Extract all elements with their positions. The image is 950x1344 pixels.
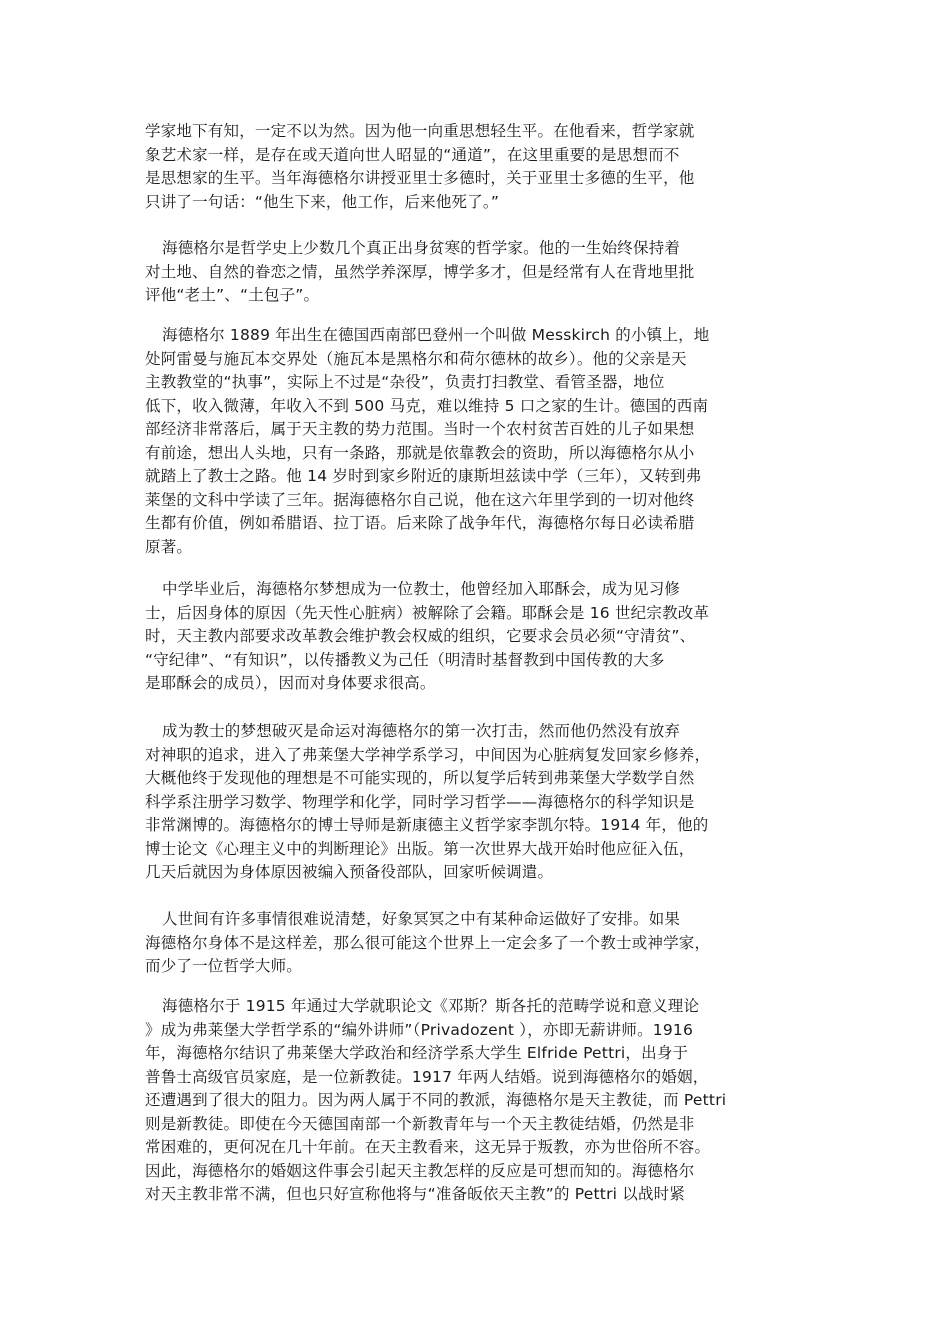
text-line: 大概他终于发现他的理想是不可能实现的，所以复学后转到弗莱堡大学数学自然	[145, 769, 695, 787]
text-line: 人世间有许多事情很难说清楚，好象冥冥之中有某种命运做好了安排。如果	[162, 910, 681, 928]
text-line: 几天后就因为身体原因被编入预备役部队，回家听候调遣。	[145, 863, 554, 881]
text-line: 莱堡的文科中学读了三年。据海德格尔自己说，他在这六年里学到的一切对他终	[145, 490, 695, 509]
text-line: 成为教士的梦想破灭是命运对海德格尔的第一次打击，然而他仍然没有放弃	[162, 722, 681, 740]
text-line: 普鲁士高级官员家庭，是一位新教徒。1917 年两人结婚。说到海德格尔的婚姻，	[145, 1067, 709, 1086]
paragraph-4	[145, 578, 825, 696]
text-line: 海德格尔身体不是这样差，那么很可能这个世界上一定会多了一个教士或神学家，	[145, 933, 711, 952]
paragraph-5	[145, 720, 825, 885]
text-line: 士，后因身体的原因（先天性心脏病）被解除了会籍。耶酥会是 16 世纪宗教改革	[145, 603, 710, 622]
text-line: 海德格尔于 1915 年通过大学就职论文《邓斯？斯各托的范畴学说和意义理论	[162, 997, 700, 1015]
paragraph-2	[145, 237, 825, 308]
text-line: 评他“老土”、“土包子”。	[145, 286, 320, 304]
text-line: 常困难的，更何况在几十年前。在天主教看来，这无异于叛教，亦为世俗所不容。	[145, 1138, 711, 1156]
text-line: 还遭遇到了很大的阻力。因为两人属于不同的教派，海德格尔是天主教徒，而 Pettri	[145, 1091, 727, 1109]
text-line: 非常渊博的。海德格尔的博士导师是新康德主义哲学家李凯尔特。1914 年，他的	[145, 816, 709, 834]
text-line: 有前途，想出人头地，只有一条路，那就是依靠教会的资助，所以海德格尔从小	[145, 443, 695, 462]
paragraph-3	[145, 324, 825, 559]
text-line: 处阿雷曼与施瓦本交界处（施瓦本是黑格尔和荷尔德林的故乡）。他的父亲是天	[145, 349, 687, 368]
paragraph-1	[145, 120, 825, 214]
text-line: 中学毕业后，海德格尔梦想成为一位教士，他曾经加入耶酥会，成为见习修	[162, 580, 681, 598]
text-line: 年，海德格尔结识了弗莱堡大学政治和经济学系大学生 Elfride Pettri，出身于	[145, 1044, 689, 1062]
text-line: 博士论文《心理主义中的判断理论》出版。第一次世界大战开始时他应征入伍，	[145, 839, 695, 858]
text-line: 原著。	[145, 537, 193, 556]
text-line: 对土地、自然的眷恋之情，虽然学养深厚，博学多才，但是经常有人在背地里批	[145, 262, 695, 281]
text-line: 科学系注册学习数学、物理学和化学，同时学习哲学——海德格尔的科学知识是	[145, 792, 695, 811]
text-line: 海德格尔是哲学史上少数几个真正出身贫寒的哲学家。他的一生始终保持着	[162, 239, 681, 257]
text-line: 海德格尔 1889 年出生在德国西南部巴登州一个叫做 Messkirch 的小镇上，地	[162, 326, 710, 344]
text-line: 是思想家的生平。当年海德格尔讲授亚里士多德时，关于亚里士多德的生平，他	[145, 169, 695, 187]
paragraph-7	[145, 995, 825, 1207]
text-line: 象艺术家一样，是存在或天道向世人昭显的“通道”，在这里重要的是思想而不	[145, 145, 680, 164]
text-line: 部经济非常落后，属于天主教的势力范围。当时一个农村贫苦百姓的儿子如果想	[145, 420, 695, 438]
text-line: 对天主教非常不满，但也只好宣称他将与“准备皈依天主教”的 Pettri 以战时紧	[145, 1185, 686, 1203]
text-line: 则是新教徒。即使在今天德国南部一个新教青年与一个天主教徒结婚，仍然是非	[145, 1114, 695, 1133]
text-line: 而少了一位哲学大师。	[145, 957, 303, 975]
text-line: 因此，海德格尔的婚姻这件事会引起天主教怎样的反应是可想而知的。海德格尔	[145, 1161, 695, 1180]
text-line: 就踏上了教士之路。他 14 岁时到家乡附近的康斯坦兹读中学（三年），又转到弗	[145, 467, 702, 485]
text-line: 生都有价值，例如希腊语、拉丁语。后来除了战争年代，海德格尔每日必读希腊	[145, 514, 695, 532]
text-line: 主教教堂的“执事”，实际上不过是“杂役”，负责打扫教堂、看管圣器，地位	[145, 373, 665, 391]
text-line: 只讲了一句话：“他生下来，他工作，后来他死了。”	[145, 192, 500, 211]
text-line: 学家地下有知，一定不以为然。因为他一向重思想轻生平。在他看来，哲学家就	[145, 122, 695, 140]
text-line: 时，天主教内部要求改革教会维护教会权威的组织，它要求会员必须“守清贫”、	[145, 627, 696, 645]
text-line: 对神职的追求，进入了弗莱堡大学神学系学习，中间因为心脏病复发回家乡修养，	[145, 745, 711, 764]
text-line: “守纪律”、“有知识”，以传播教义为己任（明清时基督教到中国传教的大多	[145, 650, 665, 669]
text-line: 是耶酥会的成员），因而对身体要求很高。	[145, 674, 436, 692]
paragraph-6	[145, 908, 825, 979]
text-line: 》成为弗莱堡大学哲学系的“编外讲师”（Privadozent ），亦即无薪讲师。1916	[145, 1020, 694, 1039]
text-line: 低下，收入微薄，年收入不到 500 马克，难以维持 5 口之家的生计。德国的西南	[145, 396, 709, 415]
